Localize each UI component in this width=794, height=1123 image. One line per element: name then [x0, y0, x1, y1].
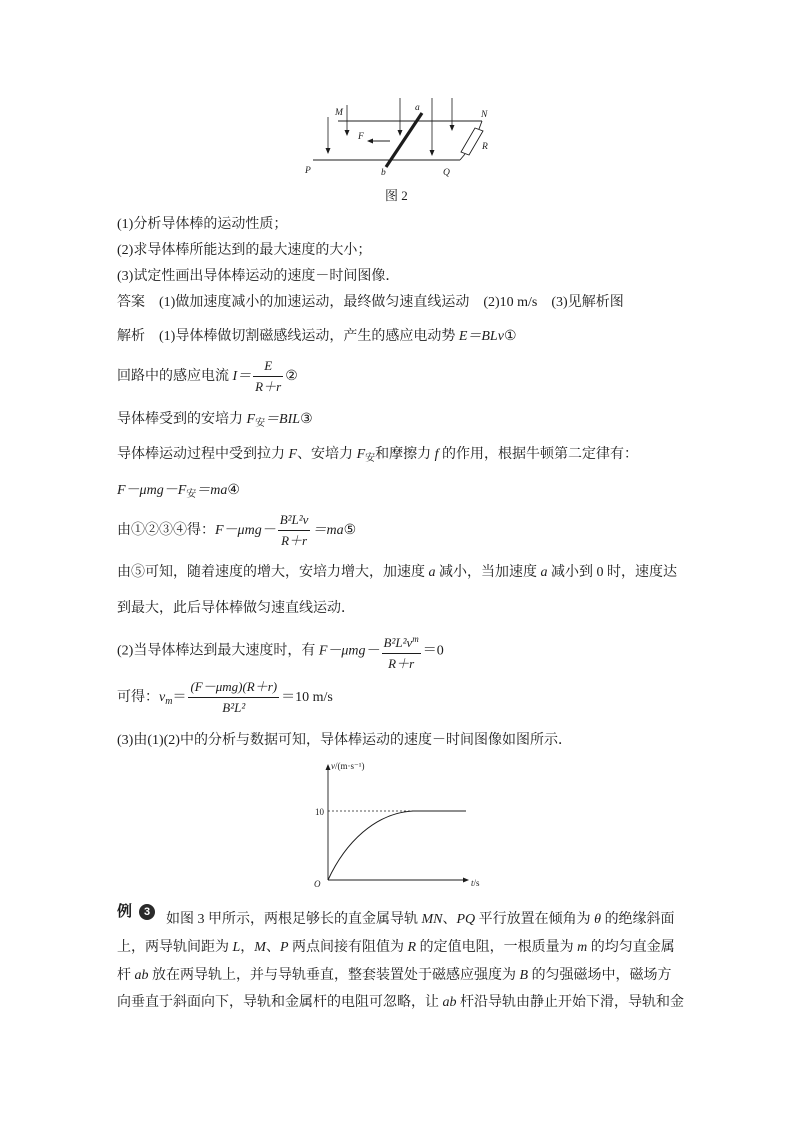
figure-2-caption: 图 2 [385, 188, 408, 203]
example-number-badge: 3 [139, 904, 155, 920]
example-label: 例 [117, 904, 133, 920]
example-text: 的定值电阻，一根质量为 [416, 940, 578, 955]
x-axis-variable: t [471, 878, 474, 888]
fraction [382, 629, 421, 674]
equation-number: ① [503, 329, 517, 344]
var-velocity: v [159, 690, 166, 705]
analysis-text: 导体棒运动过程中受到拉力 [117, 447, 289, 462]
x-axis-unit: /s [473, 878, 480, 888]
var-friction: f [434, 447, 439, 462]
analysis-text: 和摩擦力 [375, 447, 435, 462]
equation-rhs: ＝10 m/s [281, 690, 333, 705]
example-text: 两点间接有阻值为 [288, 940, 408, 955]
var-m: m [577, 940, 588, 955]
example-text: 杆 [117, 968, 135, 983]
analysis-text: 的作用，根据牛顿第二定律有： [438, 447, 639, 462]
y-axis-variable: v [331, 761, 335, 771]
example-text: 上，两导轨间距为 [117, 940, 233, 955]
label-P: P [305, 166, 311, 176]
var-R: R [407, 940, 417, 955]
fraction-numerator [382, 629, 421, 653]
figure-2-diagram [300, 95, 500, 180]
rail-name-mn: MN [421, 912, 443, 927]
var-L: L [232, 940, 241, 955]
example-text: 、 [265, 940, 280, 955]
var-acceleration: a [428, 565, 436, 580]
numerator-main: B²L²v [383, 635, 413, 650]
example-text: 的匀强磁场中，磁场方 [528, 968, 672, 983]
label-M: M [335, 108, 343, 118]
subscript-m: m [165, 696, 173, 707]
analysis-line-10 [117, 676, 333, 724]
fraction-denominator: B²L² [188, 697, 279, 718]
analysis-text: 减小，当加速度 [435, 565, 541, 580]
analysis-line-9 [117, 629, 444, 674]
equation-number: ② [285, 369, 298, 384]
example-text: 的均匀直金属 [587, 940, 675, 955]
label-a: a [415, 103, 420, 113]
analysis-text: 回路中的感应电流 [117, 369, 233, 384]
analysis-text: 由①②③④得： [117, 523, 215, 538]
analysis-text: 可得： [117, 690, 159, 705]
analysis-line-5 [117, 481, 240, 505]
var-ampere-force: F [356, 447, 366, 462]
var-B: B [519, 968, 529, 983]
example-3-line-1 [166, 910, 675, 930]
equation-lhs: F－μmg－F [117, 483, 187, 498]
analysis-line-1 [117, 327, 517, 347]
equation-rhs: ＝BIL [265, 412, 301, 427]
analysis-line-2 [117, 355, 298, 399]
equation-number: ⑤ [343, 523, 357, 538]
fraction-numerator: B²L²v [279, 512, 309, 528]
subscript-an: 安 [186, 489, 197, 500]
example-text: 向垂直于斜面向下，导轨和金属杆的电阻可忽略，让 [117, 995, 443, 1010]
subscript-an: 安 [365, 453, 376, 464]
analysis-line-6 [117, 509, 356, 553]
answer-label: 答案 [117, 295, 145, 310]
fraction-denominator: R＋r [382, 653, 421, 674]
example-text: 如图 3 甲所示，两根足够长的直金属导轨 [166, 912, 422, 927]
answer-line [117, 293, 624, 313]
example-text: 、 [442, 912, 457, 927]
equation-rhs: ＝0 [422, 643, 444, 659]
origin-label: O [314, 879, 321, 889]
example-text: 的绝缘斜面 [601, 912, 675, 927]
fraction-denominator: R＋r [253, 376, 283, 397]
resistor-lead-bottom [460, 154, 465, 160]
x-axis-label [471, 878, 480, 888]
example-text: 平行放置在倾角为 [475, 912, 595, 927]
resistor [461, 128, 483, 155]
example-text: 放在两导轨上，并与导轨垂直，整套装置处于磁感应强度为 [148, 968, 520, 983]
example-3-line-3 [117, 966, 672, 986]
equation-emf: E＝BLv [458, 329, 504, 344]
example-text: 杆沿导轨由静止开始下滑，导轨和金 [456, 995, 684, 1010]
velocity-curve [328, 811, 466, 880]
analysis-line-8: 到最大，此后导体棒做匀速直线运动． [117, 601, 355, 616]
equation-number: ③ [300, 412, 313, 427]
analysis-label: 解析 [117, 329, 145, 344]
fraction-denominator: R＋r [278, 530, 311, 551]
y-axis-unit: /(m·s⁻¹) [335, 761, 365, 771]
fraction [188, 677, 279, 718]
analysis-text: 由⑤可知，随着速度的增大，安培力增大，加速度 [117, 565, 429, 580]
rail-name-pq: PQ [456, 912, 476, 927]
label-b: b [381, 168, 386, 178]
question-3: (3)试定性画出导体棒运动的速度－时间图像． [117, 269, 400, 284]
analysis-text: 减小到 0 时，速度达 [547, 565, 677, 580]
example-text: ， [240, 940, 255, 955]
label-Q: Q [443, 168, 450, 178]
equation-rhs: ＝ma [196, 483, 228, 498]
analysis-line-11: (3)由(1)(2)中的分析与数据可知，导体棒运动的速度－时间图像如图所示． [117, 733, 572, 748]
fraction-numerator: E [264, 358, 273, 374]
fraction [278, 510, 311, 551]
y-axis-label [331, 761, 364, 771]
equation-number: ④ [227, 483, 240, 498]
numerator-index-m: m [412, 634, 419, 644]
equation-lhs: I＝ [232, 369, 252, 384]
var-pull-force: F [288, 447, 298, 462]
analysis-text: 、安培力 [297, 447, 357, 462]
fraction-numerator: (F－μmg)(R＋r) [190, 679, 278, 695]
velocity-time-graph [300, 755, 490, 895]
subscript-an: 安 [255, 418, 266, 429]
analysis-line-7 [117, 563, 677, 583]
equation-rhs: ＝ma [312, 523, 344, 538]
y-tick-label: 10 [315, 807, 324, 817]
example-3-line-2 [117, 938, 675, 958]
fraction [253, 356, 283, 397]
example-3-line-4 [117, 993, 684, 1013]
analysis-line-3 [117, 410, 313, 434]
analysis-line-4 [117, 445, 638, 469]
rod-name-ab: ab [442, 995, 457, 1010]
analysis-text: 导体棒受到的安培力 [117, 412, 247, 427]
var-ampere-force: F [246, 412, 256, 427]
answer-text: (1)做加速度减小的加速运动，最终做匀速直线运动 (2)10 m/s (3)见解析图 [159, 295, 624, 310]
label-R: R [482, 142, 488, 152]
equation-lhs: F－μmg－ [318, 643, 380, 659]
equals-sign: ＝ [172, 690, 187, 705]
label-F: F [358, 132, 364, 142]
rod-name-ab: ab [134, 968, 149, 983]
point-M: M [254, 940, 266, 955]
equation-lhs: F－μmg－ [215, 523, 276, 538]
label-N: N [481, 110, 488, 120]
var-theta: θ [594, 912, 602, 927]
analysis-text: (2)当导体棒达到最大速度时，有 [117, 643, 319, 659]
question-2: (2)求导体棒所能达到的最大速度的大小； [117, 243, 372, 258]
var-acceleration: a [540, 565, 548, 580]
question-1: (1)分析导体棒的运动性质； [117, 217, 288, 232]
analysis-text: (1)导体棒做切割磁感线运动，产生的感应电动势 [159, 329, 459, 344]
point-P: P [279, 940, 289, 955]
resistor-lead-top [479, 121, 482, 129]
